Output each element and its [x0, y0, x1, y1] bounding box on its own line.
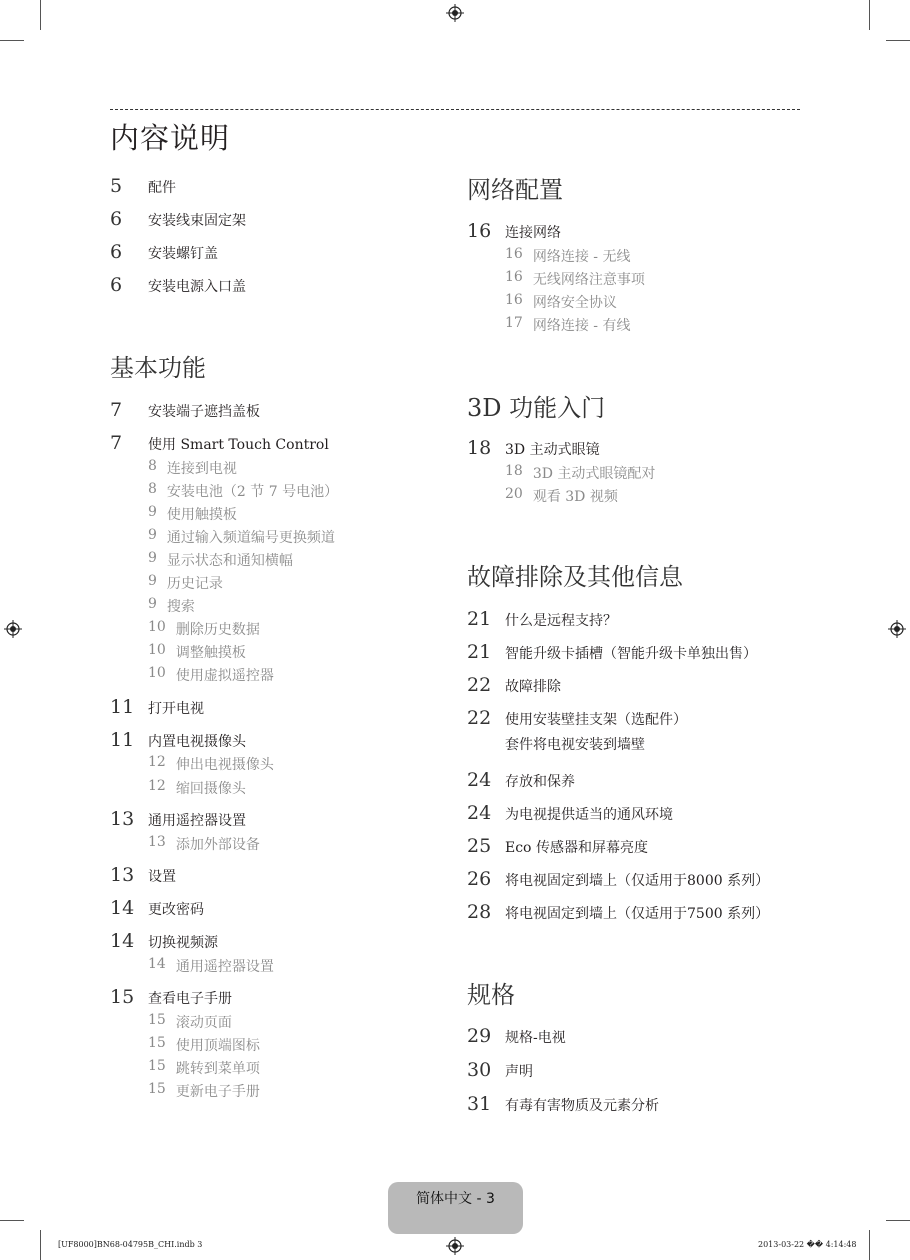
page-number: 15	[148, 1058, 166, 1074]
toc-subentry[interactable]	[148, 573, 223, 593]
page-number: 16	[505, 269, 523, 285]
toc-entry[interactable]	[467, 608, 617, 630]
page-number: 13	[110, 808, 135, 830]
page-number: 15	[110, 986, 135, 1008]
page-number: 25	[467, 835, 492, 857]
page-number: 20	[505, 486, 523, 502]
toc-entry[interactable]	[110, 897, 204, 919]
entry-label: 有毒有害物质及元素分析	[505, 1098, 659, 1114]
entry-label-continued: 套件将电视安装到墙壁	[505, 737, 645, 753]
toc-entry[interactable]	[110, 432, 329, 454]
page-number: 5	[110, 175, 123, 197]
page-number: 22	[467, 674, 492, 696]
page-number: 14	[148, 956, 166, 972]
toc-entry[interactable]	[467, 641, 757, 663]
subentry-label: 使用顶端图标	[175, 1038, 260, 1054]
toc-entry[interactable]	[467, 1025, 566, 1047]
subentry-label: 伸出电视摄像头	[175, 757, 274, 773]
page-number: 13	[148, 834, 166, 850]
toc-subentry[interactable]	[505, 486, 618, 506]
header-divider	[110, 109, 800, 110]
entry-label: 使用安装壁挂支架（选配件）	[505, 712, 687, 728]
page-number: 18	[467, 437, 492, 459]
page-number: 8	[148, 481, 157, 497]
toc-entry[interactable]	[110, 864, 176, 886]
subentry-label: 3D 主动式眼镜配对	[532, 466, 656, 482]
page-number: 6	[110, 208, 123, 230]
toc-entry[interactable]	[467, 707, 687, 753]
page-number: 12	[148, 754, 166, 770]
page-number: 28	[467, 901, 492, 923]
toc-entry[interactable]	[110, 729, 246, 751]
page-number: 6	[110, 274, 123, 296]
subentry-label: 搜索	[166, 599, 195, 615]
crop-mark	[40, 1230, 41, 1260]
toc-subentry[interactable]	[148, 778, 246, 798]
crop-mark	[886, 40, 910, 41]
toc-subentry[interactable]	[505, 463, 655, 483]
page-number: 9	[148, 573, 157, 589]
subentry-label: 安装电池（2 节 7 号电池）	[166, 484, 339, 500]
toc-entry[interactable]	[110, 399, 260, 421]
toc-subentry[interactable]	[148, 754, 274, 774]
crop-mark	[0, 40, 24, 41]
toc-subentry[interactable]	[505, 269, 645, 289]
toc-subentry[interactable]	[148, 1081, 260, 1101]
toc-entry[interactable]	[110, 986, 232, 1008]
toc-subentry[interactable]	[148, 481, 338, 501]
print-timestamp: 2013-03-22 �� 4:14:48	[758, 1240, 857, 1249]
toc-entry[interactable]	[467, 1093, 659, 1115]
toc-entry[interactable]	[467, 674, 561, 696]
subentry-label: 通过输入频道编号更换频道	[166, 530, 335, 546]
entry-label: 安装螺钉盖	[148, 246, 218, 262]
page-number: 12	[148, 778, 166, 794]
subentry-label: 跳转到菜单项	[175, 1061, 260, 1077]
page-number: 9	[148, 596, 157, 612]
entry-label: 智能升级卡插槽（智能升级卡单独出售）	[505, 646, 757, 662]
toc-entry[interactable]	[467, 1059, 533, 1081]
entry-label: 打开电视	[148, 701, 204, 717]
entry-label: 安装线束固定架	[148, 213, 246, 229]
page-number: 13	[110, 864, 135, 886]
toc-subentry[interactable]	[148, 550, 293, 570]
page-number: 22	[467, 707, 492, 729]
entry-label: 使用 Smart Touch Control	[148, 437, 329, 453]
toc-entry[interactable]	[110, 930, 218, 952]
crop-mark	[886, 1220, 910, 1221]
toc-entry[interactable]	[467, 802, 673, 824]
page-number: 16	[505, 246, 523, 262]
toc-entry[interactable]	[467, 437, 600, 459]
entry-label: 查看电子手册	[148, 991, 232, 1007]
entry-label: 通用遥控器设置	[148, 813, 246, 829]
subentry-label: 网络连接 - 有线	[532, 318, 631, 334]
entry-label: 内置电视摄像头	[148, 734, 246, 750]
subentry-label: 添加外部设备	[175, 837, 260, 853]
crop-mark	[40, 0, 41, 30]
page-number: 9	[148, 550, 157, 566]
toc-subentry[interactable]	[148, 1058, 260, 1078]
toc-subentry[interactable]	[148, 834, 260, 854]
language-page-tab	[388, 1182, 523, 1234]
toc-entry[interactable]	[110, 808, 246, 830]
subentry-label: 无线网络注意事项	[532, 272, 645, 288]
page-number: 9	[148, 527, 157, 543]
toc-subentry[interactable]	[505, 292, 617, 312]
toc-entry[interactable]	[110, 208, 246, 230]
subentry-label: 历史记录	[166, 576, 223, 592]
page-number: 7	[110, 432, 123, 454]
page-number: 21	[467, 641, 492, 663]
subentry-label: 缩回摄像头	[175, 781, 246, 797]
entry-label: 规格-电视	[505, 1030, 566, 1046]
entry-label: 声明	[505, 1064, 533, 1080]
toc-entry[interactable]	[467, 769, 575, 791]
entry-label: 存放和保养	[505, 774, 575, 790]
toc-entry[interactable]	[467, 220, 561, 242]
page-number: 7	[110, 399, 123, 421]
page-number: 10	[148, 665, 166, 681]
toc-subentry[interactable]	[505, 315, 630, 335]
page-title: 内容说明	[110, 121, 231, 155]
entry-label: 安装端子遮挡盖板	[148, 404, 260, 420]
toc-entry[interactable]	[110, 175, 176, 197]
section-title: 3D 功能入门	[467, 394, 606, 422]
entry-label: 故障排除	[505, 679, 561, 695]
toc-subentry[interactable]	[505, 246, 630, 266]
page-number: 29	[467, 1025, 492, 1047]
page-number: 31	[467, 1093, 492, 1115]
toc-subentry[interactable]	[148, 619, 260, 639]
entry-label: 将电视固定到墙上（仅适用于7500 系列）	[505, 906, 770, 922]
section-title: 基本功能	[110, 354, 206, 382]
toc-subentry[interactable]	[148, 1012, 232, 1032]
page-number: 15	[148, 1081, 166, 1097]
page-number: 17	[505, 315, 523, 331]
entry-label: 切换视频源	[148, 935, 218, 951]
crop-mark	[0, 1220, 24, 1221]
section-title: 规格	[467, 981, 515, 1009]
crop-mark	[869, 1230, 870, 1260]
page-number: 24	[467, 802, 492, 824]
toc-subentry[interactable]	[148, 527, 335, 547]
page-number: 6	[110, 241, 123, 263]
page-number: 9	[148, 504, 157, 520]
crop-mark	[869, 0, 870, 30]
toc-entry[interactable]	[110, 241, 218, 263]
toc-subentry[interactable]	[148, 1035, 260, 1055]
file-info: [UF8000]BN68-04795B_CHI.indb 3	[58, 1240, 203, 1249]
entry-label: 为电视提供适当的通风环境	[505, 807, 673, 823]
registration-mark-icon	[446, 4, 464, 22]
toc-entry[interactable]	[467, 901, 769, 923]
entry-label: 安装电源入口盖	[148, 279, 246, 295]
subentry-label: 观看 3D 视频	[532, 489, 618, 505]
page-number: 16	[505, 292, 523, 308]
entry-label: 将电视固定到墙上（仅适用于8000 系列）	[505, 873, 770, 889]
registration-mark-icon	[888, 620, 906, 638]
subentry-label: 通用遥控器设置	[175, 959, 274, 975]
subentry-label: 使用触摸板	[166, 507, 237, 523]
language-page-label: 简体中文 - 3	[416, 1191, 495, 1207]
subentry-label: 调整触摸板	[175, 645, 246, 661]
section-title: 网络配置	[467, 176, 563, 204]
page-number: 15	[148, 1035, 166, 1051]
subentry-label: 网络连接 - 无线	[532, 249, 631, 265]
toc-subentry[interactable]	[148, 665, 274, 685]
entry-label: Eco 传感器和屏幕亮度	[505, 840, 648, 856]
page-number: 18	[505, 463, 523, 479]
page-number: 8	[148, 458, 157, 474]
registration-mark-icon	[446, 1237, 464, 1255]
subentry-label: 更新电子手册	[175, 1084, 260, 1100]
toc-subentry[interactable]	[148, 596, 195, 616]
entry-label: 3D 主动式眼镜	[505, 442, 600, 458]
subentry-label: 显示状态和通知横幅	[166, 553, 293, 569]
subentry-label: 使用虚拟遥控器	[175, 668, 274, 684]
page-number: 14	[110, 930, 135, 952]
subentry-label: 网络安全协议	[532, 295, 617, 311]
page-number: 26	[467, 868, 492, 890]
entry-label: 配件	[148, 180, 176, 196]
toc-entry[interactable]	[467, 835, 648, 857]
entry-label: 设置	[148, 869, 176, 885]
toc-subentry[interactable]	[148, 458, 237, 478]
toc-subentry[interactable]	[148, 504, 237, 524]
subentry-label: 删除历史数据	[175, 622, 260, 638]
toc-subentry[interactable]	[148, 956, 274, 976]
page-number: 21	[467, 608, 492, 630]
page-number: 10	[148, 642, 166, 658]
subentry-label: 连接到电视	[166, 461, 237, 477]
entry-label: 更改密码	[148, 902, 204, 918]
registration-mark-icon	[4, 620, 22, 638]
page-number: 30	[467, 1059, 492, 1081]
page-number: 14	[110, 897, 135, 919]
toc-subentry[interactable]	[148, 642, 246, 662]
entry-label: 什么是远程支持？	[505, 613, 617, 629]
page-number: 24	[467, 769, 492, 791]
page-number: 11	[110, 696, 135, 718]
section-title: 故障排除及其他信息	[467, 563, 683, 591]
entry-label: 连接网络	[505, 225, 561, 241]
toc-entry[interactable]	[110, 696, 204, 718]
toc-entry[interactable]	[467, 868, 769, 890]
subentry-label: 滚动页面	[175, 1015, 232, 1031]
page-number: 11	[110, 729, 135, 751]
page-number: 10	[148, 619, 166, 635]
page-number: 15	[148, 1012, 166, 1028]
page-number: 16	[467, 220, 492, 242]
toc-entry[interactable]	[110, 274, 246, 296]
